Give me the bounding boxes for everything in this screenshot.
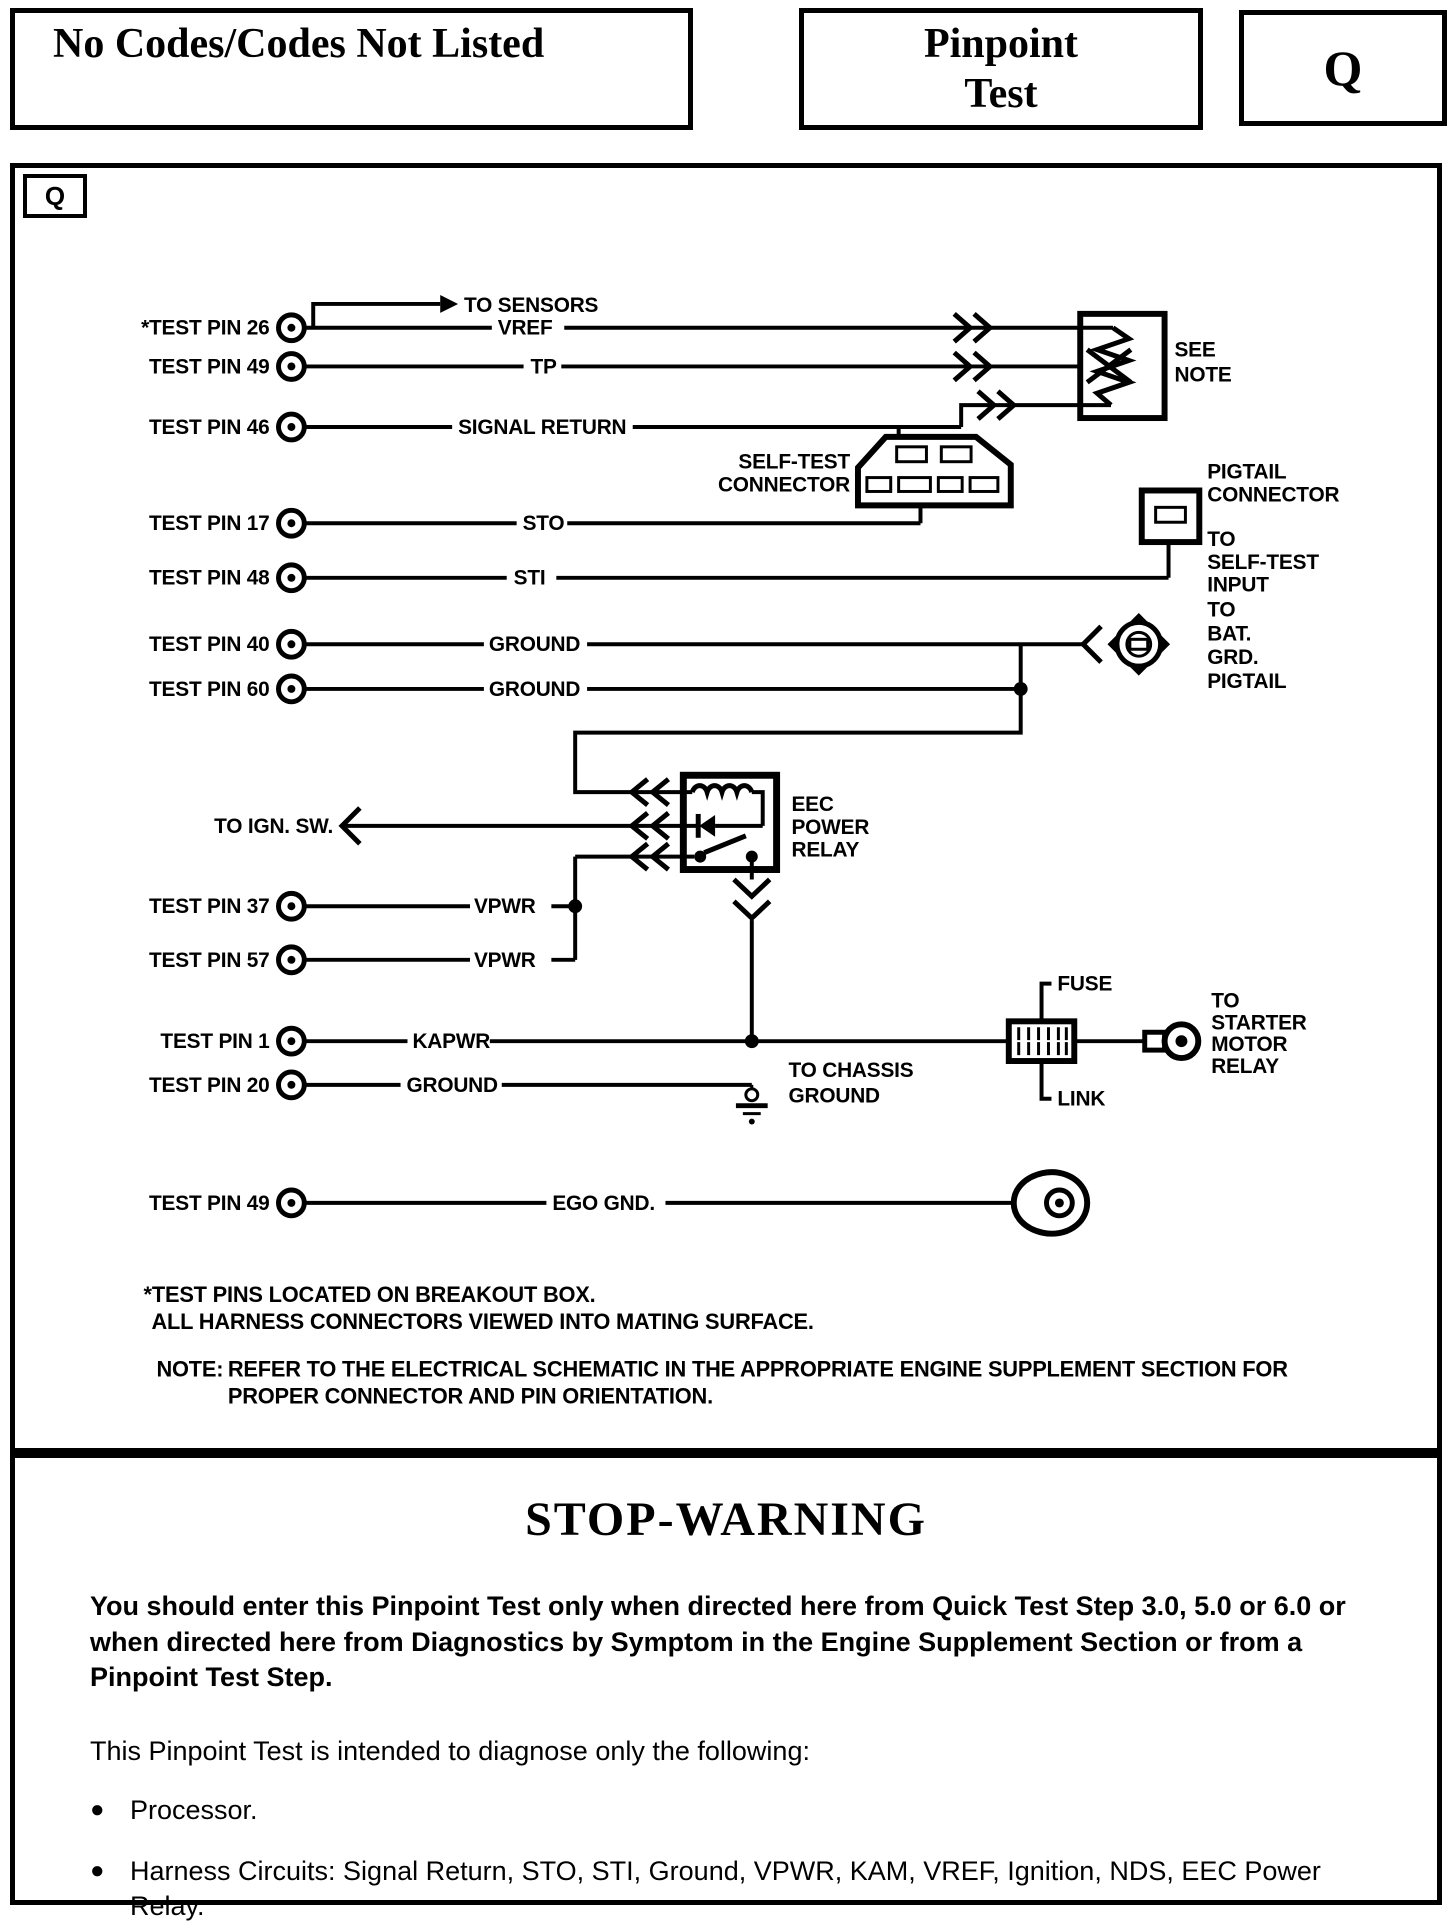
relay-switch-icon: [704, 836, 746, 853]
self-test-connector-icon: [858, 437, 1011, 505]
arrow-left-icon: [1083, 626, 1101, 662]
pigtail-connector-label: PIGTAIL: [1207, 460, 1287, 484]
fuse-callout-line: [1042, 984, 1052, 1022]
diode-icon: [699, 815, 715, 837]
svg-text:BAT.: BAT.: [1207, 622, 1252, 646]
pin-label: TEST PIN 1: [160, 1030, 270, 1054]
pin-label: TEST PIN 40: [149, 633, 270, 657]
junction-dot: [745, 1034, 759, 1048]
to-ign-sw: [214, 808, 683, 844]
link-label: LINK: [1057, 1087, 1106, 1111]
svg-text:NOTE: NOTE: [1174, 363, 1232, 387]
pin-label: TEST PIN 49: [149, 355, 270, 379]
stop-warning-title: STOP-WARNING: [525, 1493, 927, 1546]
relay-coil-icon: [692, 786, 752, 792]
row-vref: [141, 314, 1080, 342]
junction-dot: [1014, 682, 1028, 696]
wire-label: SIGNAL RETURN: [458, 415, 627, 439]
pin-label: TEST PIN 49: [149, 1191, 270, 1215]
bullet-item: [90, 1793, 1367, 1828]
svg-text:SELF-TEST: SELF-TEST: [1207, 550, 1319, 574]
row-kapwr: [160, 973, 1306, 1111]
bullet-text: Processor.: [130, 1794, 258, 1825]
pigtail-connector-icon: [1142, 490, 1200, 542]
to-starter-motor-relay-label: TO: [1211, 989, 1240, 1013]
pin-label: TEST PIN 17: [149, 512, 270, 536]
row-tp: [149, 353, 1080, 381]
row-vpwr-37: [149, 857, 683, 960]
wiring-diagram-panel: [10, 163, 1442, 1453]
warning-paragraph: You should enter this Pinpoint Test only when directed here from Quick Test Step 3.0, 5.0 or 6.0 or when directed here from Diagnostics by Symptom in the Engine Supplement Section or from a Pinpoint Test Step.: [90, 1591, 1346, 1693]
stop-warning-panel: [10, 1453, 1442, 1922]
pin-label: TEST PIN 37: [149, 895, 270, 919]
row-sti: [149, 542, 1168, 591]
wire-label: GROUND: [488, 677, 581, 701]
svg-text:GROUND: GROUND: [788, 1084, 880, 1108]
row-ground-40: [149, 598, 1287, 692]
wiring-diagram: [15, 168, 1437, 1448]
svg-text:INPUT: INPUT: [1207, 573, 1269, 597]
svg-text:POWER: POWER: [791, 815, 870, 839]
footnote-line1: *TEST PINS LOCATED ON BREAKOUT BOX.: [143, 1282, 596, 1308]
diagram-tab-letter: Q: [23, 174, 87, 218]
to-sensors-label: TO SENSORS: [464, 293, 599, 317]
wire-label: VPWR: [473, 948, 536, 972]
wire-label: GROUND: [488, 633, 581, 657]
pin-label: TEST PIN 46: [149, 415, 270, 439]
header-pinpoint-test-box: [799, 8, 1203, 130]
note-line1: REFER TO THE ELECTRICAL SCHEMATIC IN THE APPROPRIATE ENGINE SUPPLEMENT SECTION FOR: [227, 1356, 1288, 1382]
footnote-line2: ALL HARNESS CONNECTORS VIEWED INTO MATING SURFACE.: [151, 1308, 814, 1334]
to-bat-grd-pigtail-label: TO: [1207, 598, 1236, 622]
wire-label: TP: [530, 355, 557, 379]
svg-text:STARTER: STARTER: [1211, 1011, 1307, 1035]
bullet-icon: ●: [90, 1856, 105, 1884]
row-signal-return: [149, 391, 1080, 440]
header-title-box: [10, 8, 693, 130]
ego-eyelet-icon: [1014, 1172, 1087, 1234]
row-ground-20: [149, 1059, 914, 1125]
to-ign-sw-label: TO IGN. SW.: [214, 814, 334, 838]
wire-label: VPWR: [473, 895, 536, 919]
svg-text:GRD.: GRD.: [1207, 646, 1259, 670]
wire-label: GROUND: [406, 1073, 498, 1097]
wire-label: VREF: [497, 316, 553, 340]
self-test-connector: [718, 437, 1011, 505]
svg-text:CONNECTOR: CONNECTOR: [1207, 483, 1340, 507]
note-label: NOTE:: [156, 1356, 224, 1382]
eec-power-relay: [632, 775, 870, 1041]
header-code-letter-box: [1239, 10, 1447, 126]
wire-label: STO: [522, 512, 565, 536]
pin-label: *TEST PIN 26: [141, 316, 270, 340]
svg-text:CONNECTOR: CONNECTOR: [717, 473, 851, 497]
pin-label: TEST PIN 20: [149, 1073, 270, 1097]
eec-power-relay-label: EEC: [791, 792, 834, 816]
bullet-icon: ●: [90, 1795, 105, 1823]
fuse-label: FUSE: [1057, 972, 1113, 996]
svg-text:RELAY: RELAY: [791, 838, 860, 862]
intent-paragraph: This Pinpoint Test is intended to diagnose only the following:: [90, 1735, 810, 1766]
pin-label: TEST PIN 48: [149, 566, 270, 590]
bullet-text: Harness Circuits: Signal Return, STO, STI, Ground, VPWR, KAM, VREF, Ignition, NDS, EEC Power Relay.: [130, 1855, 1321, 1922]
pin-label: TEST PIN 60: [149, 677, 270, 701]
arrow-right-icon: [440, 295, 458, 313]
wire-label: EGO GND.: [552, 1191, 655, 1215]
link-callout-line: [1042, 1061, 1052, 1099]
diagram-footnotes: [144, 1282, 1289, 1408]
bullet-item: [90, 1854, 1367, 1924]
to-chassis-ground-label: TO CHASSIS: [788, 1058, 914, 1082]
to-self-test-input-label: TO: [1207, 528, 1236, 552]
see-note-resistor-box: [1080, 314, 1232, 418]
row-vpwr-57: [149, 947, 575, 973]
see-note-label: SEE: [1174, 338, 1216, 362]
pigtail-connector: [1142, 461, 1340, 597]
code-letter: Q: [1323, 40, 1363, 96]
note-line2: PROPER CONNECTOR AND PIN ORIENTATION.: [227, 1383, 713, 1409]
pin-label: TEST PIN 57: [149, 948, 270, 972]
wire-label: KAPWR: [412, 1030, 491, 1054]
harness-break-down-icon: [734, 879, 770, 918]
row-ego-gnd: [149, 1172, 1087, 1234]
to-sensors-branch: [313, 294, 598, 328]
row-ground-60: [149, 644, 1028, 792]
self-test-connector-label: SELF-TEST: [738, 450, 851, 474]
chassis-ground-icon: [736, 1085, 768, 1125]
svg-text:RELAY: RELAY: [1211, 1054, 1279, 1078]
svg-text:PIGTAIL: PIGTAIL: [1207, 669, 1287, 693]
pinpoint-test-label: Pinpoint Test: [923, 20, 1079, 117]
junction-dot: [568, 899, 582, 913]
svg-text:MOTOR: MOTOR: [1211, 1033, 1288, 1057]
row-sto: [149, 505, 920, 536]
page-title: No Codes/Codes Not Listed: [53, 21, 545, 67]
wire-label: STI: [513, 566, 546, 590]
